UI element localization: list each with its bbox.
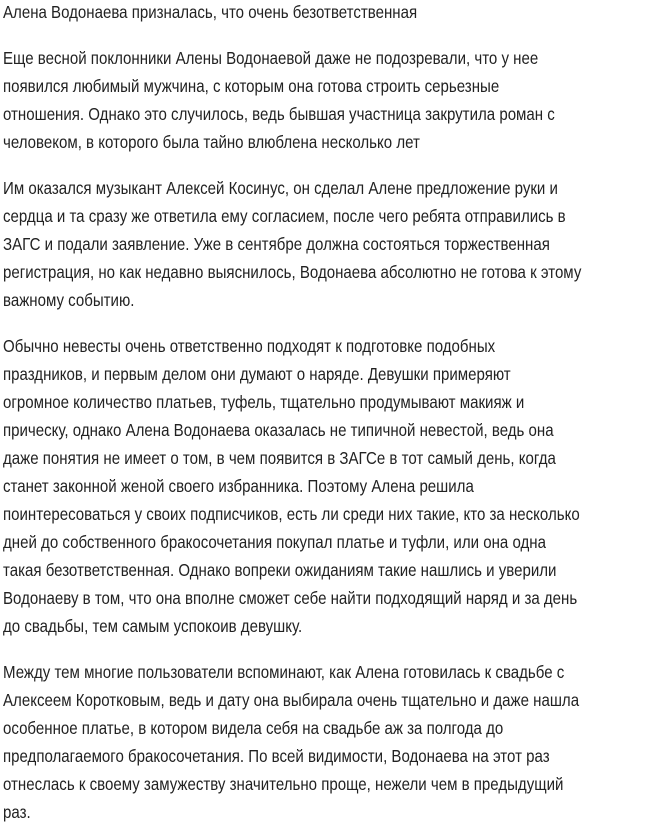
article-title: Алена Водонаева призналась, что очень безответственная xyxy=(3,2,418,22)
text-line: прическу, однако Алена Водонаева оказалась не типичной невестой, ведь она xyxy=(3,420,554,440)
text-line: Между тем многие пользователи вспоминают, как Алена готовилась к свадьбе с xyxy=(3,662,565,682)
paragraph-1 xyxy=(3,44,670,156)
text-line: раз. xyxy=(3,802,31,822)
paragraph-3 xyxy=(3,332,670,640)
text-line: Еще весной поклонники Алены Водонаевой даже не подозревали, что у нее xyxy=(3,48,539,68)
text-line: до свадьбы, тем самым успокоив девушку. xyxy=(3,616,303,636)
text-line: отнеслась к своему замужеству значительно проще, нежели чем в предыдущий xyxy=(3,774,564,794)
text-line: предполагаемого бракосочетания. По всей видимости, Водонаева на этот раз xyxy=(3,746,550,766)
text-line: важному событию. xyxy=(3,290,135,310)
text-line: такая безответственная. Однако вопреки ожиданиям такие нашлись и уверили xyxy=(3,560,557,580)
text-line: огромное количество платьев, туфель, тщательно продумывают макияж и xyxy=(3,392,525,412)
text-line: дней до собственного бракосочетания покупал платье и туфли, или она одна xyxy=(3,532,546,552)
text-line: регистрация, но как недавно выяснилось, Водонаева абсолютно не готова к этому xyxy=(3,262,582,282)
paragraph-2 xyxy=(3,174,670,314)
text-line: станет законной женой своего избранника. Поэтому Алена решила xyxy=(3,476,474,496)
text-line: поинтересоваться у своих подписчиков, есть ли среди них такие, кто за несколько xyxy=(3,504,580,524)
text-line: Алексеем Коротковым, ведь и дату она выбирала очень тщательно и даже нашла xyxy=(3,690,580,710)
text-line: ЗАГС и подали заявление. Уже в сентябре должна состояться торжественная xyxy=(3,234,550,254)
text-line: человеком, в которого была тайно влюблена несколько лет xyxy=(3,132,420,152)
text-line: появился любимый мужчина, с которым она готова строить серьезные xyxy=(3,76,500,96)
text-line: Водонаеву в том, что она вполне сможет себе найти подходящий наряд и за день xyxy=(3,588,578,608)
text-line: отношения. Однако это случилось, ведь бывшая участница закрутила роман с xyxy=(3,104,555,124)
text-line: даже понятия не имеет о том, в чем появится в ЗАГСе в тот самый день, когда xyxy=(3,448,556,468)
text-line: особенное платье, в котором видела себя на свадьбе аж за полгода до xyxy=(3,718,504,738)
paragraph-4 xyxy=(3,658,670,826)
text-line: праздников, и первым делом они думают о наряде. Девушки примеряют xyxy=(3,364,511,384)
text-line: сердца и та сразу же ответила ему согласием, после чего ребята отправились в xyxy=(3,206,566,226)
text-line: Им оказался музыкант Алексей Косинус, он сделал Алене предложение руки и xyxy=(3,178,558,198)
text-line: Обычно невесты очень ответственно подходят к подготовке подобных xyxy=(3,336,496,356)
